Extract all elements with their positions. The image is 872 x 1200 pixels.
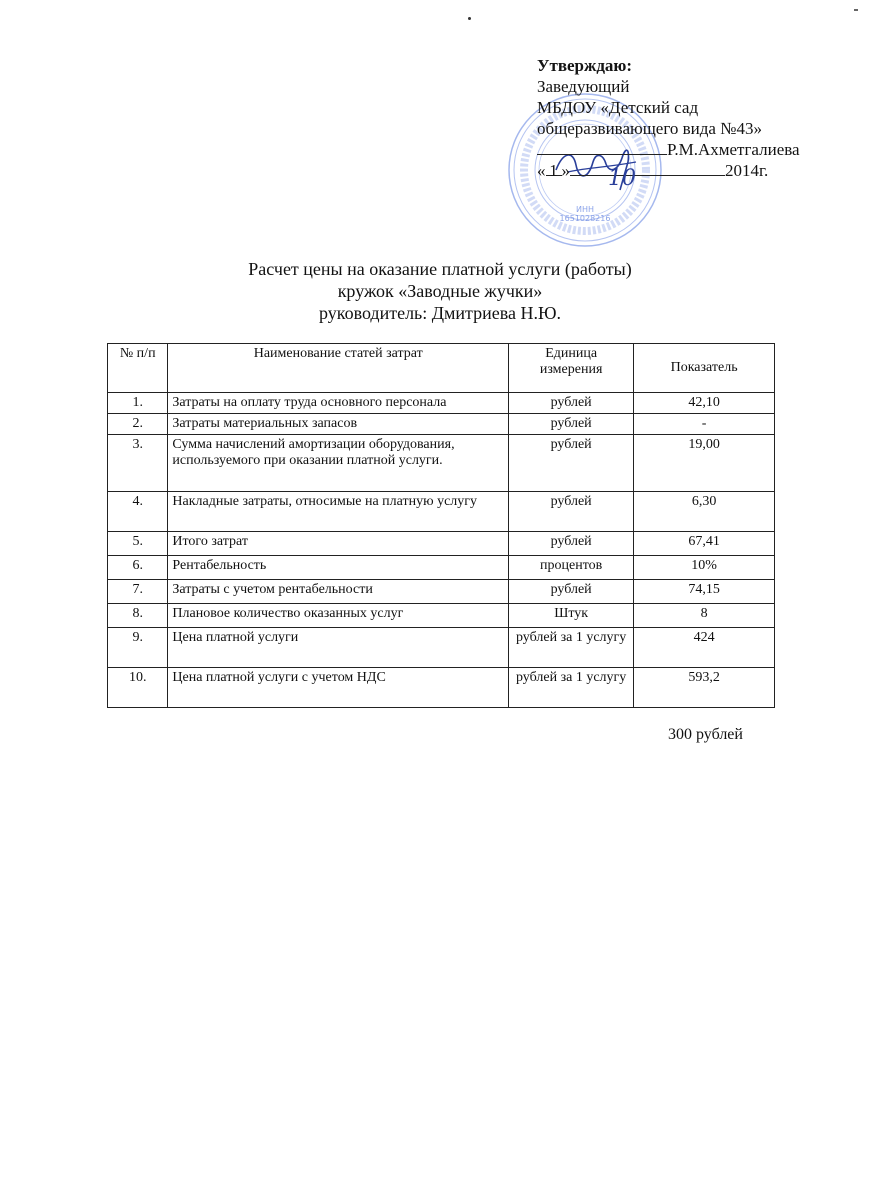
table-row xyxy=(108,532,775,556)
header-unit: Единица измерения xyxy=(509,344,634,393)
row-unit: рублей xyxy=(509,580,634,604)
title-line2: кружок «Заводные жучки» xyxy=(337,281,543,301)
approval-position: Заведующий xyxy=(537,77,630,96)
scan-speck xyxy=(854,9,858,11)
table-row xyxy=(108,556,775,580)
cost-table xyxy=(107,343,775,708)
row-unit: рублей xyxy=(509,532,634,556)
row-unit: рублей xyxy=(509,435,634,492)
row-value: 67,41 xyxy=(634,532,775,556)
row-num: 8. xyxy=(108,604,168,628)
title-line3: руководитель: Дмитриева Н.Ю. xyxy=(318,303,562,323)
row-unit: рублей за 1 услугу xyxy=(509,628,634,668)
row-unit: рублей xyxy=(509,492,634,532)
row-value: 19,00 xyxy=(634,435,775,492)
row-name: Накладные затраты, относимые на платную услугу xyxy=(168,492,509,532)
date-open-quote: « xyxy=(537,161,546,180)
row-name: Затраты материальных запасов xyxy=(168,414,509,435)
table-row xyxy=(108,414,775,435)
row-unit: рублей xyxy=(509,393,634,414)
row-num: 10. xyxy=(108,668,168,708)
row-unit: Штук xyxy=(509,604,634,628)
row-name: Плановое количество оказанных услуг xyxy=(168,604,509,628)
row-num: 1. xyxy=(108,393,168,414)
date-year: 2014г. xyxy=(725,161,769,180)
approval-block xyxy=(537,55,857,181)
row-name: Затраты с учетом рентабельности xyxy=(168,580,509,604)
scan-speck xyxy=(468,17,471,20)
row-num: 6. xyxy=(108,556,168,580)
table-header-row xyxy=(108,344,775,393)
signer-name: Р.М.Ахметгалиева xyxy=(667,140,800,159)
row-value: 424 xyxy=(634,628,775,668)
header-value: Показатель xyxy=(634,344,775,393)
seal-inn-label: ИНН xyxy=(575,205,595,214)
date-close-quote: » xyxy=(561,161,570,180)
row-name: Рентабельность xyxy=(168,556,509,580)
approval-org-line1: МБДОУ «Детский сад xyxy=(537,98,699,117)
date-day: 1 xyxy=(546,160,562,176)
row-num: 4. xyxy=(108,492,168,532)
table-row xyxy=(108,492,775,532)
table-row xyxy=(108,668,775,708)
row-name: Цена платной услуги с учетом НДС xyxy=(168,668,509,708)
row-name: Цена платной услуги xyxy=(168,628,509,668)
row-value: 6,30 xyxy=(634,492,775,532)
header-num: № п/п xyxy=(108,344,168,393)
row-value: 8 xyxy=(634,604,775,628)
approval-org-line2: общеразвивающего вида №43» xyxy=(537,119,762,138)
approval-heading: Утверждаю: xyxy=(537,56,633,75)
row-value: 74,15 xyxy=(634,580,775,604)
row-value: 593,2 xyxy=(634,668,775,708)
table-row xyxy=(108,435,775,492)
title-line1: Расчет цены на оказание платной услуги (работы) xyxy=(248,259,632,279)
table-row xyxy=(108,393,775,414)
table-row xyxy=(108,604,775,628)
row-name: Затраты на оплату труда основного персонала xyxy=(168,393,509,414)
row-unit: рублей за 1 услугу xyxy=(509,668,634,708)
signature-line xyxy=(537,139,857,160)
header-name: Наименование статей затрат xyxy=(168,344,509,393)
date-line xyxy=(537,160,857,181)
row-num: 7. xyxy=(108,580,168,604)
table-row xyxy=(108,628,775,668)
row-unit: процентов xyxy=(509,556,634,580)
row-name: Итого затрат xyxy=(168,532,509,556)
seal-inn-number: 1651028216 xyxy=(559,214,611,223)
row-value: 42,10 xyxy=(634,393,775,414)
row-value: - xyxy=(634,414,775,435)
row-unit: рублей xyxy=(509,414,634,435)
row-name: Сумма начислений амортизации оборудования, используемого при оказании платной услуги. xyxy=(168,435,509,492)
row-num: 9. xyxy=(108,628,168,668)
row-num: 5. xyxy=(108,532,168,556)
handwritten-month: 10 xyxy=(608,166,636,191)
document-title xyxy=(180,258,700,324)
table-row xyxy=(108,580,775,604)
row-value: 10% xyxy=(634,556,775,580)
row-num: 2. xyxy=(108,414,168,435)
row-num: 3. xyxy=(108,435,168,492)
price-note: 300 рублей xyxy=(668,726,743,743)
